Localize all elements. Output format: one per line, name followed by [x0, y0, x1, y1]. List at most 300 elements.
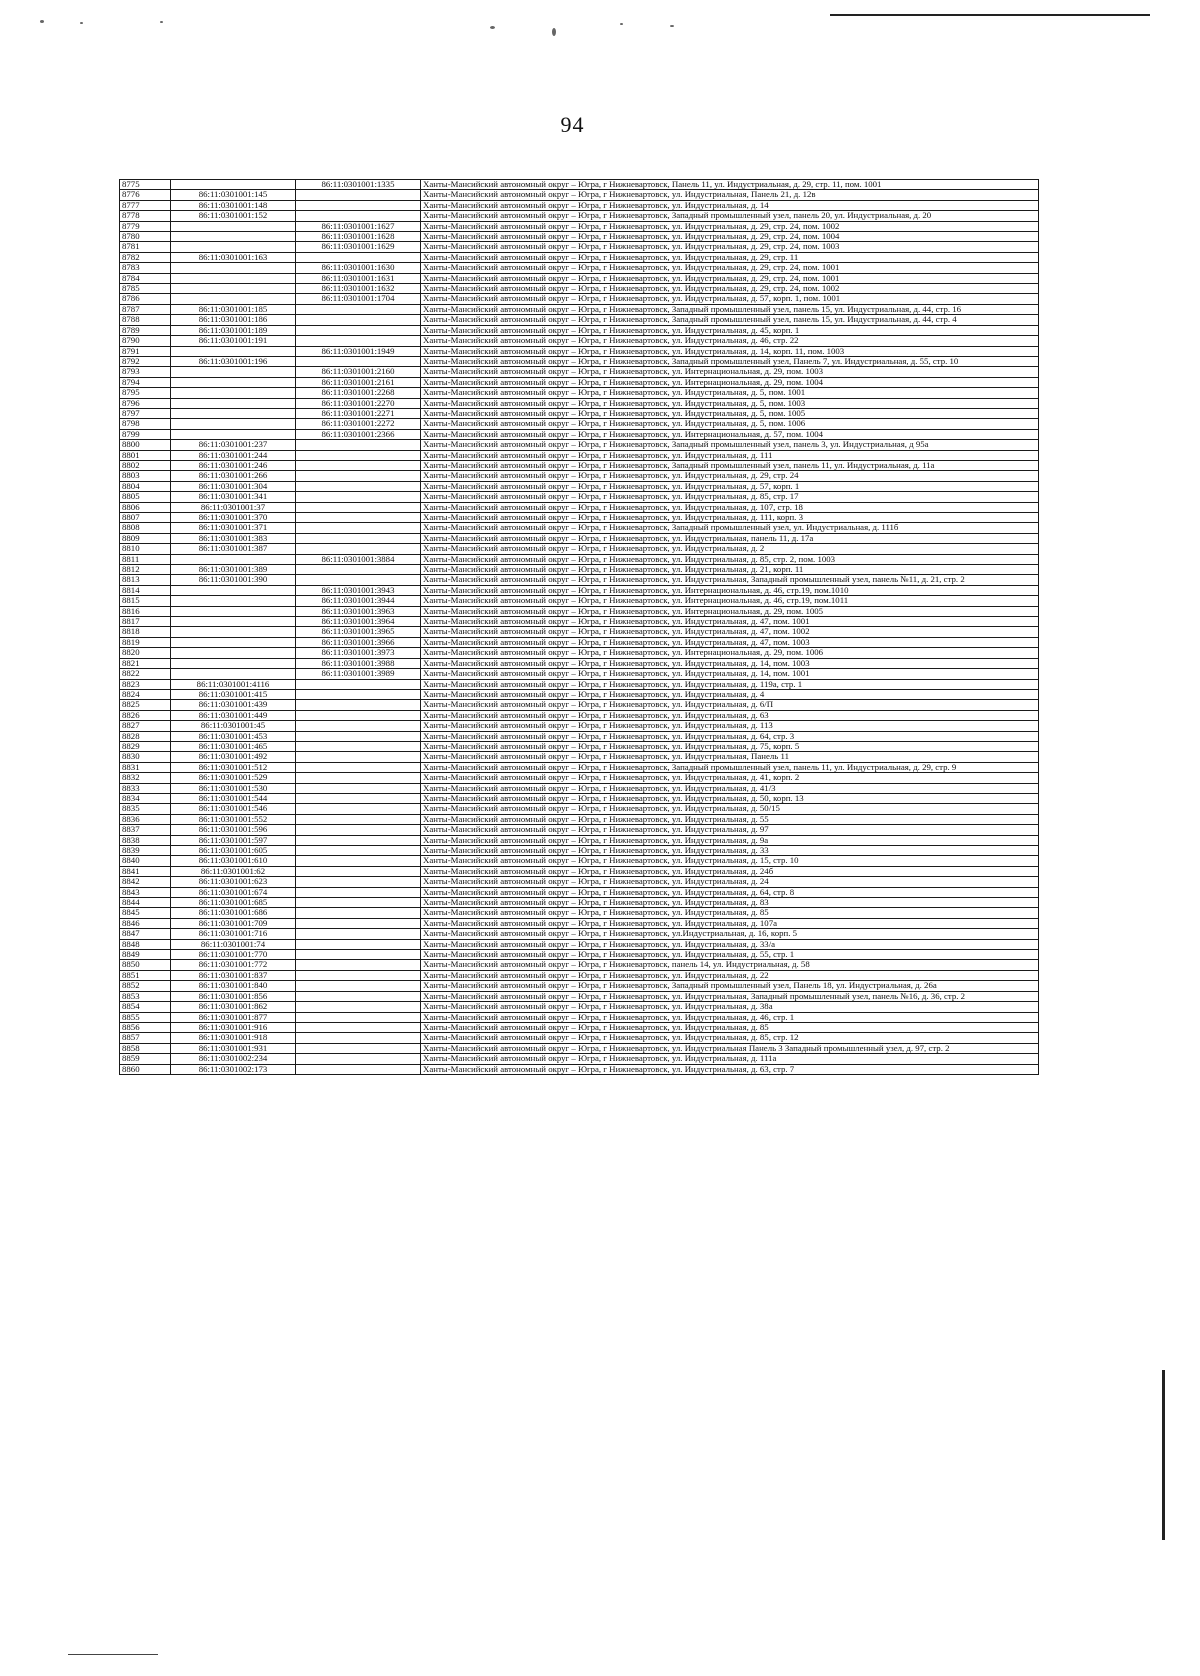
row-number-cell: 8777 — [120, 200, 171, 210]
table-row — [120, 429, 1039, 439]
table-body — [120, 180, 1039, 1075]
parent-cadastral-number-cell — [296, 304, 421, 314]
cadastral-number-cell: 86:11:0301001:674 — [171, 887, 296, 897]
table-row — [120, 939, 1039, 949]
parent-cadastral-number-cell — [296, 460, 421, 470]
table-row — [120, 419, 1039, 429]
table-row — [120, 356, 1039, 366]
address-cell: Ханты-Мансийский автономный округ – Югра, г Нижневартовск, ул. Индустриальная, д. 4 — [421, 689, 1039, 699]
row-number-cell: 8838 — [120, 835, 171, 845]
row-number-cell: 8832 — [120, 773, 171, 783]
row-number-cell: 8815 — [120, 596, 171, 606]
address-cell: Ханты-Мансийский автономный округ – Югра, г Нижневартовск, ул. Индустриальная, д. 29, стр. 24 — [421, 471, 1039, 481]
table-row — [120, 440, 1039, 450]
row-number-cell: 8800 — [120, 440, 171, 450]
table-row — [120, 783, 1039, 793]
address-cell: Ханты-Мансийский автономный округ – Югра, г Нижневартовск, ул. Индустриальная, д. 5, пом. 1005 — [421, 408, 1039, 418]
row-number-cell: 8811 — [120, 554, 171, 564]
cadastral-number-cell: 86:11:0301001:770 — [171, 950, 296, 960]
parent-cadastral-number-cell — [296, 544, 421, 554]
parent-cadastral-number-cell — [296, 887, 421, 897]
address-cell: Ханты-Мансийский автономный округ – Югра, г Нижневартовск, ул. Индустриальная, д. 107, стр. 18 — [421, 502, 1039, 512]
cadastral-number-cell — [171, 180, 296, 190]
address-cell: Ханты-Мансийский автономный округ – Югра, г Нижневартовск, ул. Индустриальная, д. 85, стр. 17 — [421, 492, 1039, 502]
cadastral-number-cell — [171, 232, 296, 242]
table-row — [120, 596, 1039, 606]
row-number-cell: 8848 — [120, 939, 171, 949]
table-row — [120, 1064, 1039, 1074]
parent-cadastral-number-cell: 86:11:0301001:3989 — [296, 669, 421, 679]
parent-cadastral-number-cell — [296, 762, 421, 772]
table-row — [120, 533, 1039, 543]
table-row — [120, 450, 1039, 460]
parent-cadastral-number-cell: 86:11:0301001:3963 — [296, 606, 421, 616]
address-cell: Ханты-Мансийский автономный округ – Югра, г Нижневартовск, ул. Индустриальная, д. 2 — [421, 544, 1039, 554]
table-row — [120, 762, 1039, 772]
address-cell: Ханты-Мансийский автономный округ – Югра, г Нижневартовск, ул. Индустриальная, д. 97 — [421, 825, 1039, 835]
address-cell: Ханты-Мансийский автономный округ – Югра, г Нижневартовск, Западный промышленный узел, панель 15, ул. Индустриальная, д. 44, стр. 16 — [421, 304, 1039, 314]
cadastral-number-cell — [171, 648, 296, 658]
cadastral-number-cell: 86:11:0301001:196 — [171, 356, 296, 366]
table-row — [120, 242, 1039, 252]
table-row — [120, 752, 1039, 762]
parent-cadastral-number-cell — [296, 950, 421, 960]
row-number-cell: 8837 — [120, 825, 171, 835]
row-number-cell: 8841 — [120, 866, 171, 876]
address-cell: Ханты-Мансийский автономный округ – Югра, г Нижневартовск, ул. Индустриальная, д. 55 — [421, 814, 1039, 824]
address-cell: Ханты-Мансийский автономный округ – Югра, г Нижневартовск, ул. Индустриальная, д. 47, пом. 1003 — [421, 637, 1039, 647]
address-cell: Ханты-Мансийский автономный округ – Югра, г Нижневартовск, ул. Интернациональная, д. 29, пом. 1004 — [421, 377, 1039, 387]
table-row — [120, 492, 1039, 502]
address-cell: Ханты-Мансийский автономный округ – Югра, г Нижневартовск, ул. Интернациональная, д. 29, пом. 1006 — [421, 648, 1039, 658]
address-cell: Ханты-Мансийский автономный округ – Югра, г Нижневартовск, ул. Индустриальная, д. 24 — [421, 877, 1039, 887]
address-cell: Ханты-Мансийский автономный округ – Югра, г Нижневартовск, ул. Индустриальная, д. 29, стр. 24, пом. 1004 — [421, 232, 1039, 242]
cadastral-number-cell — [171, 273, 296, 283]
row-number-cell: 8808 — [120, 523, 171, 533]
row-number-cell: 8781 — [120, 242, 171, 252]
row-number-cell: 8799 — [120, 429, 171, 439]
address-cell: Ханты-Мансийский автономный округ – Югра, г Нижневартовск, ул. Индустриальная, Панель 21, д. 12в — [421, 190, 1039, 200]
parent-cadastral-number-cell: 86:11:0301001:2161 — [296, 377, 421, 387]
row-number-cell: 8785 — [120, 284, 171, 294]
table-row — [120, 544, 1039, 554]
parent-cadastral-number-cell — [296, 866, 421, 876]
table-row — [120, 554, 1039, 564]
parent-cadastral-number-cell — [296, 1033, 421, 1043]
table-row — [120, 367, 1039, 377]
parent-cadastral-number-cell: 86:11:0301001:3944 — [296, 596, 421, 606]
cadastral-number-cell: 86:11:0301001:191 — [171, 336, 296, 346]
table-row — [120, 315, 1039, 325]
row-number-cell: 8813 — [120, 575, 171, 585]
row-number-cell: 8851 — [120, 970, 171, 980]
parent-cadastral-number-cell — [296, 898, 421, 908]
row-number-cell: 8792 — [120, 356, 171, 366]
parent-cadastral-number-cell — [296, 336, 421, 346]
parent-cadastral-number-cell: 86:11:0301001:1632 — [296, 284, 421, 294]
row-number-cell: 8778 — [120, 211, 171, 221]
row-number-cell: 8827 — [120, 721, 171, 731]
table-row — [120, 898, 1039, 908]
address-cell: Ханты-Мансийский автономный округ – Югра, г Нижневартовск, ул. Интернациональная, д. 29, пом. 1003 — [421, 367, 1039, 377]
table-row — [120, 190, 1039, 200]
row-number-cell: 8796 — [120, 398, 171, 408]
cadastral-number-cell: 86:11:0301001:916 — [171, 1022, 296, 1032]
table-row — [120, 731, 1039, 741]
address-cell: Ханты-Мансийский автономный округ – Югра, г Нижневартовск, ул. Индустриальная, д. 75, корп. 5 — [421, 741, 1039, 751]
row-number-cell: 8828 — [120, 731, 171, 741]
cadastral-number-cell: 86:11:0301001:370 — [171, 513, 296, 523]
parent-cadastral-number-cell: 86:11:0301001:2270 — [296, 398, 421, 408]
table-row — [120, 856, 1039, 866]
cadastral-number-cell: 86:11:0301002:234 — [171, 1054, 296, 1064]
row-number-cell: 8857 — [120, 1033, 171, 1043]
parent-cadastral-number-cell — [296, 502, 421, 512]
scan-edge-mark — [1162, 1370, 1165, 1540]
address-cell: Ханты-Мансийский автономный округ – Югра, г Нижневартовск, ул. Индустриальная, д. 29, стр. 11 — [421, 252, 1039, 262]
address-cell: Ханты-Мансийский автономный округ – Югра, г Нижневартовск, ул. Индустриальная, д. 47, пом. 1002 — [421, 627, 1039, 637]
cadastral-number-cell: 86:11:0301001:145 — [171, 190, 296, 200]
row-number-cell: 8846 — [120, 918, 171, 928]
row-number-cell: 8818 — [120, 627, 171, 637]
parent-cadastral-number-cell — [296, 908, 421, 918]
parent-cadastral-number-cell — [296, 846, 421, 856]
address-cell: Ханты-Мансийский автономный округ – Югра, г Нижневартовск, ул. Индустриальная, д. 63, стр. 7 — [421, 1064, 1039, 1074]
table-row — [120, 346, 1039, 356]
address-cell: Ханты-Мансийский автономный округ – Югра, г Нижневартовск, ул. Индустриальная, д. 14, пом. 1001 — [421, 669, 1039, 679]
parent-cadastral-number-cell — [296, 825, 421, 835]
row-number-cell: 8783 — [120, 263, 171, 273]
table-row — [120, 481, 1039, 491]
cadastral-number-cell: 86:11:0301001:62 — [171, 866, 296, 876]
parent-cadastral-number-cell: 86:11:0301001:1630 — [296, 263, 421, 273]
cadastral-number-cell — [171, 398, 296, 408]
parent-cadastral-number-cell — [296, 814, 421, 824]
address-cell: Ханты-Мансийский автономный округ – Югра, г Нижневартовск, ул. Индустриальная, д. 15, стр. 10 — [421, 856, 1039, 866]
parent-cadastral-number-cell — [296, 793, 421, 803]
cadastral-number-cell: 86:11:0301001:189 — [171, 325, 296, 335]
parent-cadastral-number-cell — [296, 856, 421, 866]
cadastral-number-cell: 86:11:0301001:148 — [171, 200, 296, 210]
address-cell: Ханты-Мансийский автономный округ – Югра, г Нижневартовск, ул. Индустриальная, д. 41/3 — [421, 783, 1039, 793]
parent-cadastral-number-cell: 86:11:0301001:1628 — [296, 232, 421, 242]
address-cell: Ханты-Мансийский автономный округ – Югра, г Нижневартовск, ул. Индустриальная, д. 33/а — [421, 939, 1039, 949]
cadastral-number-cell: 86:11:0301001:918 — [171, 1033, 296, 1043]
parent-cadastral-number-cell — [296, 1054, 421, 1064]
table-row — [120, 180, 1039, 190]
address-cell: Ханты-Мансийский автономный округ – Югра, г Нижневартовск, ул. Индустриальная, д. 6/П — [421, 700, 1039, 710]
cadastral-number-cell: 86:11:0301001:877 — [171, 1012, 296, 1022]
row-number-cell: 8820 — [120, 648, 171, 658]
page-number: 94 — [560, 112, 585, 137]
table-row — [120, 377, 1039, 387]
table-row — [120, 648, 1039, 658]
table-row — [120, 814, 1039, 824]
cadastral-number-cell — [171, 554, 296, 564]
cadastral-number-cell: 86:11:0301001:546 — [171, 804, 296, 814]
parent-cadastral-number-cell — [296, 679, 421, 689]
address-cell: Ханты-Мансийский автономный округ – Югра, г Нижневартовск, Западный промышленный узел, Панель 7, ул. Индустриальная, д. 55, стр. 10 — [421, 356, 1039, 366]
address-cell: Ханты-Мансийский автономный округ – Югра, г Нижневартовск, ул. Индустриальная, д. 50, корп. 13 — [421, 793, 1039, 803]
parent-cadastral-number-cell — [296, 783, 421, 793]
table-row — [120, 908, 1039, 918]
table-row — [120, 336, 1039, 346]
address-cell: Ханты-Мансийский автономный округ – Югра, г Нижневартовск, ул. Индустриальная, д. 38а — [421, 1002, 1039, 1012]
row-number-cell: 8847 — [120, 929, 171, 939]
parent-cadastral-number-cell — [296, 970, 421, 980]
table-row — [120, 252, 1039, 262]
table-row — [120, 887, 1039, 897]
address-cell: Ханты-Мансийский автономный округ – Югра, г Нижневартовск, ул. Индустриальная, д. 29, стр. 24, пом. 1001 — [421, 263, 1039, 273]
address-cell: Ханты-Мансийский автономный округ – Югра, г Нижневартовск, ул. Интернациональная, д. 29, пом. 1005 — [421, 606, 1039, 616]
row-number-cell: 8801 — [120, 450, 171, 460]
parent-cadastral-number-cell — [296, 773, 421, 783]
table-row — [120, 991, 1039, 1001]
parent-cadastral-number-cell: 86:11:0301001:1627 — [296, 221, 421, 231]
address-cell: Ханты-Мансийский автономный округ – Югра, г Нижневартовск, ул.Индустриальная, д. 16, корп. 5 — [421, 929, 1039, 939]
parent-cadastral-number-cell — [296, 1012, 421, 1022]
address-cell: Ханты-Мансийский автономный округ – Югра, г Нижневартовск, ул. Индустриальная, д. 46, стр. 22 — [421, 336, 1039, 346]
table-row — [120, 388, 1039, 398]
table-row — [120, 325, 1039, 335]
parent-cadastral-number-cell: 86:11:0301001:3988 — [296, 658, 421, 668]
row-number-cell: 8843 — [120, 887, 171, 897]
cadastral-number-cell: 86:11:0301001:686 — [171, 908, 296, 918]
address-cell: Ханты-Мансийский автономный округ – Югра, г Нижневартовск, Панель 11, ул. Индустриальная, д. 29, стр. 11, пом. 1001 — [421, 180, 1039, 190]
table-row — [120, 398, 1039, 408]
row-number-cell: 8802 — [120, 460, 171, 470]
cadastral-number-cell — [171, 429, 296, 439]
row-number-cell: 8834 — [120, 793, 171, 803]
address-cell: Ханты-Мансийский автономный округ – Югра, г Нижневартовск, Западный промышленный узел, панель 20, ул. Индустриальная, д. 20 — [421, 211, 1039, 221]
table-row — [120, 866, 1039, 876]
address-cell: Ханты-Мансийский автономный округ – Югра, г Нижневартовск, Западный промышленный узел, Панель 18, ул. Индустриальная, д. 26а — [421, 981, 1039, 991]
address-cell: Ханты-Мансийский автономный округ – Югра, г Нижневартовск, ул. Индустриальная Панель 3 Западный промышленный узел, д. 97, стр. 2 — [421, 1043, 1039, 1053]
cadastral-number-cell: 86:11:0301001:492 — [171, 752, 296, 762]
parent-cadastral-number-cell — [296, 700, 421, 710]
cadastral-number-cell: 86:11:0301001:244 — [171, 450, 296, 460]
row-number-cell: 8853 — [120, 991, 171, 1001]
table-row — [120, 617, 1039, 627]
address-cell: Ханты-Мансийский автономный округ – Югра, г Нижневартовск, ул. Индустриальная, панель 11, д. 17а — [421, 533, 1039, 543]
address-cell: Ханты-Мансийский автономный округ – Югра, г Нижневартовск, ул. Индустриальная, д. 33 — [421, 846, 1039, 856]
parent-cadastral-number-cell — [296, 356, 421, 366]
parent-cadastral-number-cell — [296, 877, 421, 887]
table-row — [120, 408, 1039, 418]
parent-cadastral-number-cell: 86:11:0301001:2271 — [296, 408, 421, 418]
cadastral-number-cell: 86:11:0301001:387 — [171, 544, 296, 554]
table-row — [120, 1054, 1039, 1064]
cadastral-number-cell: 86:11:0301001:152 — [171, 211, 296, 221]
parent-cadastral-number-cell — [296, 804, 421, 814]
table-row — [120, 273, 1039, 283]
table-row — [120, 846, 1039, 856]
table-row — [120, 304, 1039, 314]
parent-cadastral-number-cell: 86:11:0301001:2366 — [296, 429, 421, 439]
parent-cadastral-number-cell — [296, 835, 421, 845]
row-number-cell: 8814 — [120, 585, 171, 595]
row-number-cell: 8789 — [120, 325, 171, 335]
row-number-cell: 8805 — [120, 492, 171, 502]
row-number-cell: 8810 — [120, 544, 171, 554]
address-cell: Ханты-Мансийский автономный округ – Югра, г Нижневартовск, ул. Индустриальная, д. 113 — [421, 721, 1039, 731]
parent-cadastral-number-cell: 86:11:0301001:1335 — [296, 180, 421, 190]
address-cell: Ханты-Мансийский автономный округ – Югра, г Нижневартовск, ул. Индустриальная, д. 29, стр. 24, пом. 1002 — [421, 284, 1039, 294]
parent-cadastral-number-cell: 86:11:0301001:2272 — [296, 419, 421, 429]
table-row — [120, 1002, 1039, 1012]
table-row — [120, 523, 1039, 533]
row-number-cell: 8806 — [120, 502, 171, 512]
address-cell: Ханты-Мансийский автономный округ – Югра, г Нижневартовск, ул. Индустриальная, д. 5, пом. 1001 — [421, 388, 1039, 398]
parent-cadastral-number-cell: 86:11:0301001:1949 — [296, 346, 421, 356]
cadastral-number-cell — [171, 367, 296, 377]
table-row — [120, 679, 1039, 689]
cadastral-number-cell: 86:11:0301001:185 — [171, 304, 296, 314]
cadastral-number-cell: 86:11:0301001:610 — [171, 856, 296, 866]
cadastral-number-cell: 86:11:0301001:246 — [171, 460, 296, 470]
address-cell: Ханты-Мансийский автономный округ – Югра, г Нижневартовск, Западный промышленный узел, панель 3, ул. Индустриальная, д 95а — [421, 440, 1039, 450]
row-number-cell: 8779 — [120, 221, 171, 231]
parent-cadastral-number-cell — [296, 918, 421, 928]
table-row — [120, 877, 1039, 887]
parent-cadastral-number-cell — [296, 960, 421, 970]
cadastral-number-cell: 86:11:0301001:709 — [171, 918, 296, 928]
parent-cadastral-number-cell: 86:11:0301001:3966 — [296, 637, 421, 647]
row-number-cell: 8791 — [120, 346, 171, 356]
cadastral-number-cell — [171, 408, 296, 418]
row-number-cell: 8855 — [120, 1012, 171, 1022]
table-row — [120, 710, 1039, 720]
parent-cadastral-number-cell — [296, 471, 421, 481]
parent-cadastral-number-cell: 86:11:0301001:1704 — [296, 294, 421, 304]
parent-cadastral-number-cell — [296, 565, 421, 575]
cadastral-number-cell: 86:11:0301001:163 — [171, 252, 296, 262]
table-row — [120, 263, 1039, 273]
cadastral-number-cell — [171, 669, 296, 679]
cadastral-number-cell — [171, 596, 296, 606]
row-number-cell: 8839 — [120, 846, 171, 856]
cadastral-number-cell — [171, 606, 296, 616]
cadastral-number-cell: 86:11:0301001:772 — [171, 960, 296, 970]
address-cell: Ханты-Мансийский автономный округ – Югра, г Нижневартовск, ул. Индустриальная, д. 119а, стр. 1 — [421, 679, 1039, 689]
parent-cadastral-number-cell: 86:11:0301001:2268 — [296, 388, 421, 398]
table-row — [120, 804, 1039, 814]
table-row — [120, 1012, 1039, 1022]
address-cell: Ханты-Мансийский автономный округ – Югра, г Нижневартовск, ул. Индустриальная, д. 85 — [421, 1022, 1039, 1032]
parent-cadastral-number-cell — [296, 939, 421, 949]
parent-cadastral-number-cell — [296, 981, 421, 991]
address-cell: Ханты-Мансийский автономный округ – Югра, г Нижневартовск, ул. Индустриальная, д. 29, стр. 24, пом. 1001 — [421, 273, 1039, 283]
parent-cadastral-number-cell — [296, 721, 421, 731]
row-number-cell: 8852 — [120, 981, 171, 991]
table-row — [120, 981, 1039, 991]
parent-cadastral-number-cell: 86:11:0301001:3964 — [296, 617, 421, 627]
row-number-cell: 8856 — [120, 1022, 171, 1032]
address-cell: Ханты-Мансийский автономный округ – Югра, г Нижневартовск, ул. Индустриальная, д. 14, пом. 1003 — [421, 658, 1039, 668]
table-row — [120, 471, 1039, 481]
table-row — [120, 835, 1039, 845]
address-cell: Ханты-Мансийский автономный округ – Югра, г Нижневартовск, ул. Индустриальная, Западный промышленный узел, панель №11, д. 21, стр. 2 — [421, 575, 1039, 585]
row-number-cell: 8833 — [120, 783, 171, 793]
row-number-cell: 8859 — [120, 1054, 171, 1064]
parent-cadastral-number-cell: 86:11:0301001:1629 — [296, 242, 421, 252]
table-row — [120, 565, 1039, 575]
table-row — [120, 460, 1039, 470]
parent-cadastral-number-cell — [296, 689, 421, 699]
row-number-cell: 8795 — [120, 388, 171, 398]
row-number-cell: 8842 — [120, 877, 171, 887]
table-row — [120, 773, 1039, 783]
cadastral-number-cell: 86:11:0301001:552 — [171, 814, 296, 824]
address-cell: Ханты-Мансийский автономный округ – Югра, г Нижневартовск, ул. Индустриальная, д. 64, стр. 8 — [421, 887, 1039, 897]
cadastral-number-cell — [171, 627, 296, 637]
address-cell: Ханты-Мансийский автономный округ – Югра, г Нижневартовск, ул. Индустриальная, д. 85, стр. 12 — [421, 1033, 1039, 1043]
parent-cadastral-number-cell: 86:11:0301001:3973 — [296, 648, 421, 658]
parent-cadastral-number-cell — [296, 991, 421, 1001]
row-number-cell: 8860 — [120, 1064, 171, 1074]
cadastral-number-cell: 86:11:0301001:449 — [171, 710, 296, 720]
parent-cadastral-number-cell — [296, 710, 421, 720]
cadastral-number-cell — [171, 388, 296, 398]
row-number-cell: 8775 — [120, 180, 171, 190]
cadastral-number-cell: 86:11:0301001:512 — [171, 762, 296, 772]
row-number-cell: 8840 — [120, 856, 171, 866]
cadastral-number-cell — [171, 377, 296, 387]
address-cell: Ханты-Мансийский автономный округ – Югра, г Нижневартовск, ул. Индустриальная, д. 47, пом. 1001 — [421, 617, 1039, 627]
row-number-cell: 8823 — [120, 679, 171, 689]
table-row — [120, 513, 1039, 523]
address-cell: Ханты-Мансийский автономный округ – Югра, г Нижневартовск, ул. Индустриальная, д. 107а — [421, 918, 1039, 928]
row-number-cell: 8821 — [120, 658, 171, 668]
parent-cadastral-number-cell — [296, 752, 421, 762]
address-cell: Ханты-Мансийский автономный округ – Югра, г Нижневартовск, ул. Индустриальная, д. 111а — [421, 1054, 1039, 1064]
address-cell: Ханты-Мансийский автономный округ – Югра, г Нижневартовск, ул. Индустриальная, д. 85, стр. 2, пом. 1003 — [421, 554, 1039, 564]
row-number-cell: 8825 — [120, 700, 171, 710]
table-row — [120, 960, 1039, 970]
table-row — [120, 793, 1039, 803]
address-cell: Ханты-Мансийский автономный округ – Югра, г Нижневартовск, ул. Индустриальная, д. 85 — [421, 908, 1039, 918]
cadastral-number-cell: 86:11:0301001:237 — [171, 440, 296, 450]
address-cell: Ханты-Мансийский автономный округ – Югра, г Нижневартовск, Западный промышленный узел, панель 11, ул. Индустриальная, д. 11а — [421, 460, 1039, 470]
row-number-cell: 8776 — [120, 190, 171, 200]
cadastral-number-cell: 86:11:0301001:685 — [171, 898, 296, 908]
parent-cadastral-number-cell: 86:11:0301001:3965 — [296, 627, 421, 637]
table-row — [120, 700, 1039, 710]
address-cell: Ханты-Мансийский автономный округ – Югра, г Нижневартовск, ул. Индустриальная, д. 21, корп. 11 — [421, 565, 1039, 575]
cadastral-number-cell: 86:11:0301002:173 — [171, 1064, 296, 1074]
row-number-cell: 8845 — [120, 908, 171, 918]
cadastral-number-cell — [171, 346, 296, 356]
row-number-cell: 8836 — [120, 814, 171, 824]
table-row — [120, 232, 1039, 242]
cadastral-number-cell: 86:11:0301001:186 — [171, 315, 296, 325]
cadastral-number-cell: 86:11:0301001:4116 — [171, 679, 296, 689]
address-cell: Ханты-Мансийский автономный округ – Югра, г Нижневартовск, ул. Индустриальная, д. 9а — [421, 835, 1039, 845]
row-number-cell: 8830 — [120, 752, 171, 762]
row-number-cell: 8807 — [120, 513, 171, 523]
parent-cadastral-number-cell — [296, 315, 421, 325]
address-cell: Ханты-Мансийский автономный округ – Югра, г Нижневартовск, Западный промышленный узел, панель 15, ул. Индустриальная, д. 44, стр. 4 — [421, 315, 1039, 325]
table-row — [120, 221, 1039, 231]
cadastral-number-cell — [171, 617, 296, 627]
table-row — [120, 929, 1039, 939]
address-cell: Ханты-Мансийский автономный округ – Югра, г Нижневартовск, ул. Индустриальная, д. 5, пом. 1003 — [421, 398, 1039, 408]
row-number-cell: 8786 — [120, 294, 171, 304]
row-number-cell: 8798 — [120, 419, 171, 429]
table-row — [120, 637, 1039, 647]
table-row — [120, 741, 1039, 751]
parent-cadastral-number-cell — [296, 200, 421, 210]
